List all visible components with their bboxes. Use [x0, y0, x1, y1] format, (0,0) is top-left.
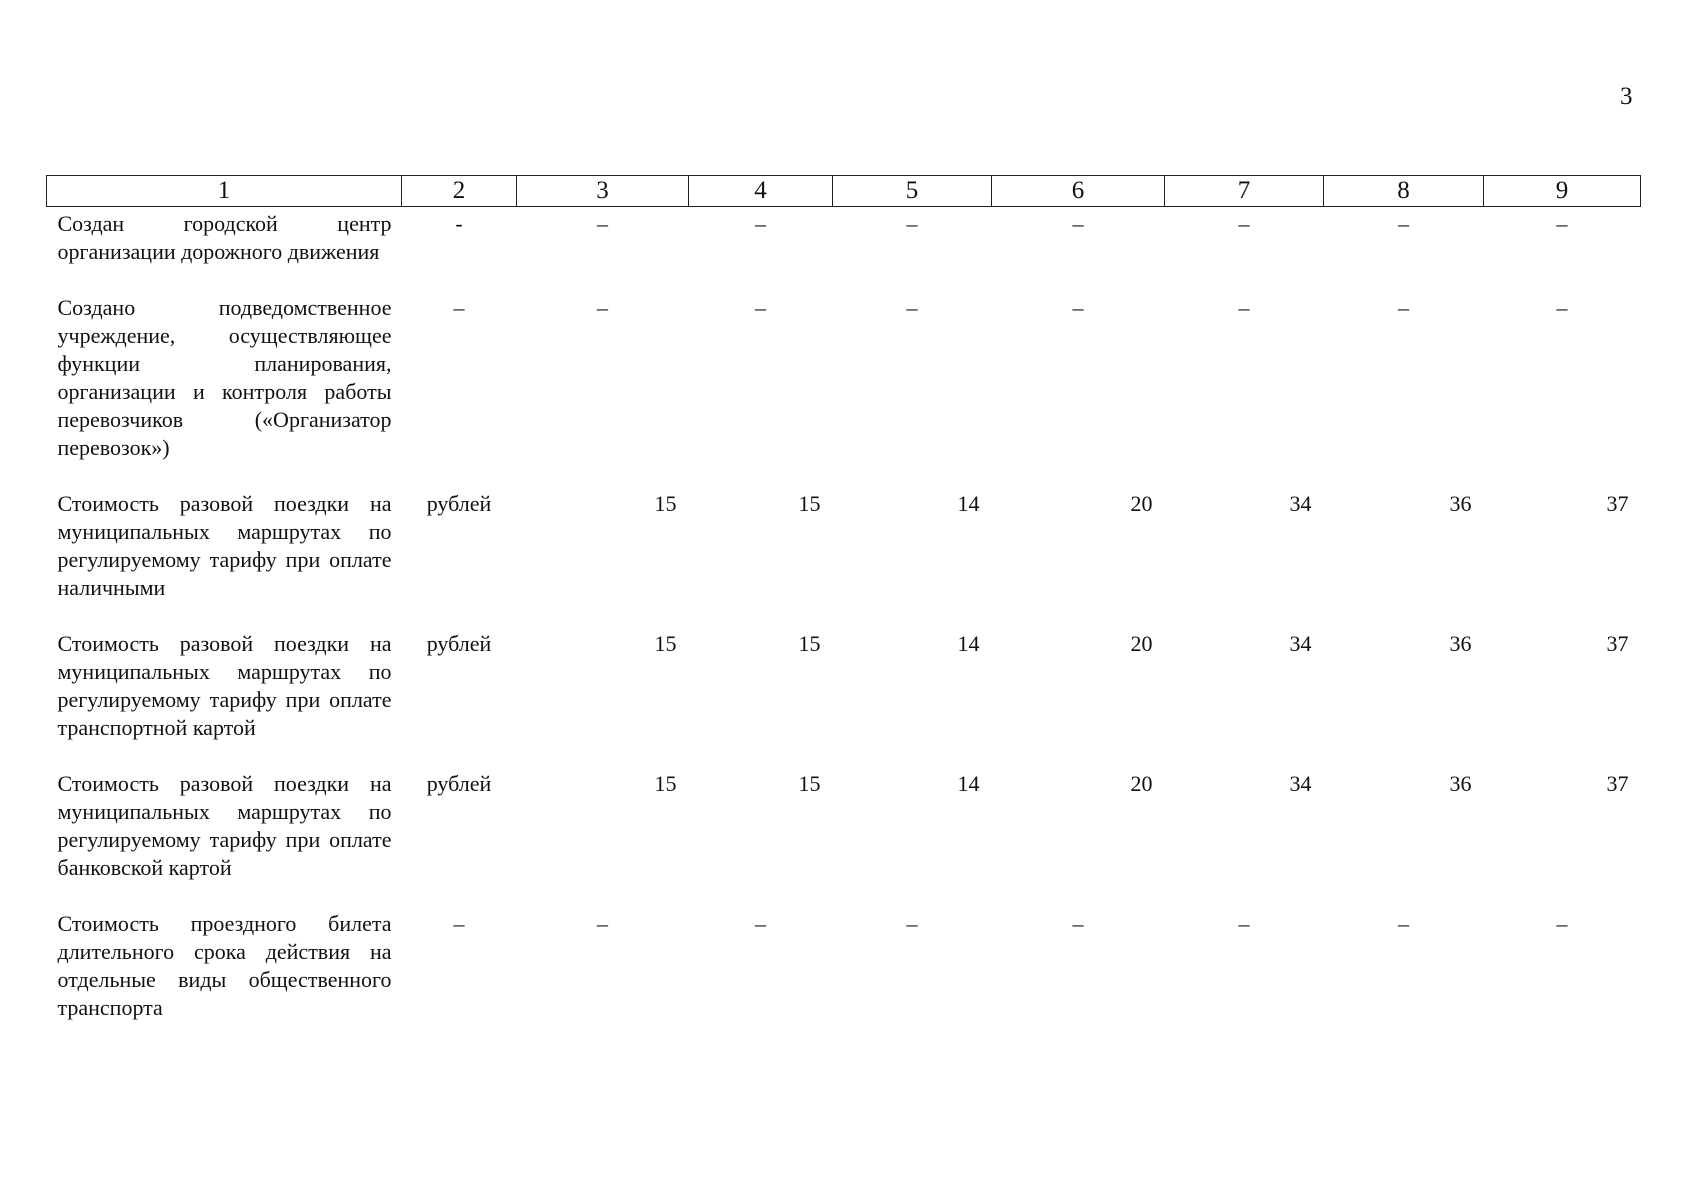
value-cell: 15 [654, 631, 677, 656]
page-number: 3 [1620, 83, 1633, 110]
table-row [47, 630, 1641, 770]
indicator-cell: Стоимость разовой поездки на муниципальных маршрутах по регулируемому тарифу при оплате транспортной картой [57, 631, 392, 740]
value-cell: 15 [798, 491, 821, 516]
value-cell: – [1238, 911, 1250, 936]
header-col-8: 8 [1324, 176, 1484, 207]
indicator-cell: Стоимость проездного билета длительного срока действия на отдельные виды общественного транспорта [57, 911, 392, 1020]
value-cell: 36 [1449, 631, 1472, 656]
value-cell: – [906, 211, 918, 236]
table-header [47, 176, 1641, 207]
value-cell: 15 [798, 771, 821, 796]
table-body [47, 207, 1641, 1023]
table-row [47, 207, 1641, 295]
indicators-table [46, 175, 1641, 1022]
value-cell: 36 [1449, 771, 1472, 796]
table-row [47, 294, 1641, 490]
value-cell: – [597, 295, 608, 320]
unit-cell: рублей [426, 631, 492, 656]
value-cell: – [1072, 211, 1084, 236]
indicator-cell: Стоимость разовой поездки на муниципальных маршрутах по регулируемому тарифу при оплате банковской картой [57, 771, 392, 880]
value-cell: 37 [1606, 771, 1629, 796]
value-cell: 36 [1449, 491, 1472, 516]
value-cell: 15 [798, 631, 821, 656]
header-col-6: 6 [992, 176, 1165, 207]
unit-cell: – [453, 295, 465, 320]
value-cell: – [906, 295, 918, 320]
table-row [47, 490, 1641, 630]
unit-cell: рублей [426, 771, 492, 796]
value-cell: – [1238, 295, 1250, 320]
value-cell: – [597, 211, 608, 236]
unit-cell: рублей [426, 491, 492, 516]
header-row [47, 176, 1641, 207]
header-col-9: 9 [1484, 176, 1641, 207]
value-cell: – [755, 211, 766, 236]
value-cell: – [1238, 211, 1250, 236]
value-cell: 34 [1289, 771, 1312, 796]
value-cell: – [755, 911, 766, 936]
value-cell: – [1556, 911, 1568, 936]
header-col-5: 5 [833, 176, 992, 207]
indicator-cell: Стоимость разовой поездки на муниципальных маршрутах по регулируемому тарифу при оплате наличными [57, 491, 392, 600]
value-cell: – [1398, 911, 1409, 936]
value-cell: 20 [1130, 491, 1153, 516]
value-cell: 14 [957, 631, 980, 656]
value-cell: 20 [1130, 631, 1153, 656]
table-row [47, 910, 1641, 1022]
value-cell: 34 [1289, 631, 1312, 656]
value-cell: 37 [1606, 631, 1629, 656]
value-cell: – [1556, 295, 1568, 320]
value-cell: 20 [1130, 771, 1153, 796]
value-cell: – [1398, 295, 1409, 320]
value-cell: 14 [957, 491, 980, 516]
header-col-7: 7 [1165, 176, 1324, 207]
value-cell: – [1072, 911, 1084, 936]
unit-cell: - [455, 211, 463, 236]
indicator-cell: Создано подведомственное учреждение, осуществляющее функции планирования, организации и контроля работы перевозчиков («Организатор перевозок») [57, 295, 392, 460]
value-cell: 15 [654, 491, 677, 516]
header-col-3: 3 [517, 176, 689, 207]
header-col-2: 2 [402, 176, 517, 207]
value-cell: 14 [957, 771, 980, 796]
value-cell: – [906, 911, 918, 936]
value-cell: – [1072, 295, 1084, 320]
header-col-1: 1 [47, 176, 402, 207]
value-cell: – [597, 911, 608, 936]
value-cell: 34 [1289, 491, 1312, 516]
value-cell: 15 [654, 771, 677, 796]
header-col-4: 4 [689, 176, 833, 207]
value-cell: 37 [1606, 491, 1629, 516]
table-row [47, 770, 1641, 910]
indicator-cell: Создан городской центр организации дорожного движения [57, 211, 392, 264]
unit-cell: – [453, 911, 465, 936]
value-cell: – [1398, 211, 1409, 236]
value-cell: – [1556, 211, 1568, 236]
value-cell: – [755, 295, 766, 320]
